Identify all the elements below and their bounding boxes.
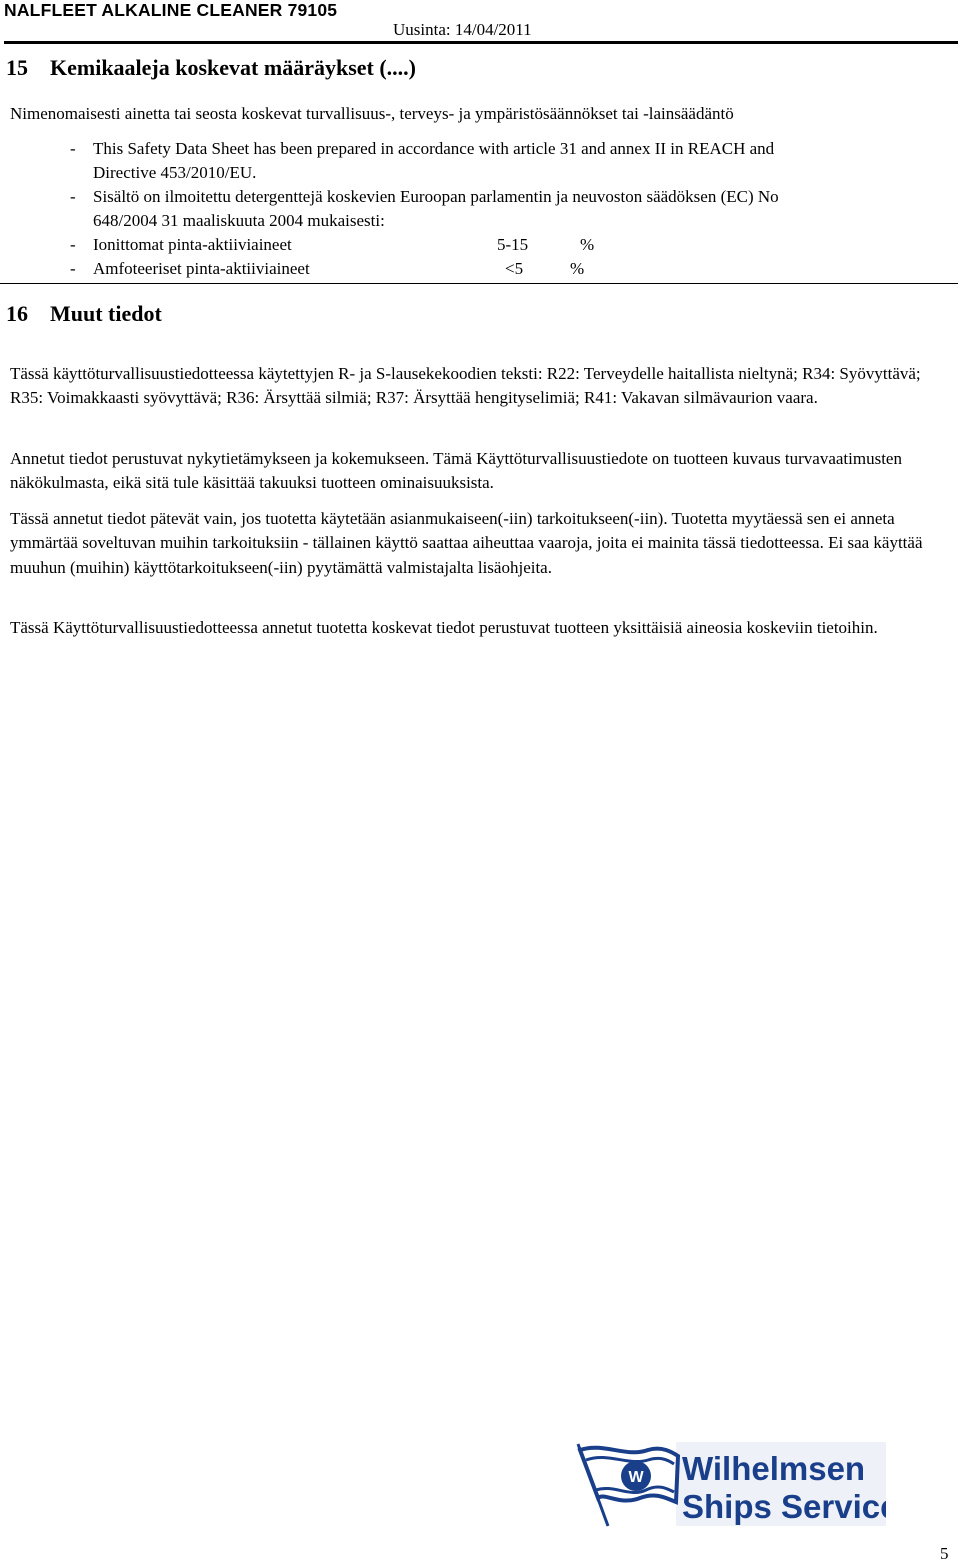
wilhelmsen-logo xyxy=(574,1440,886,1528)
bullet-dash: - xyxy=(70,139,76,158)
list-item xyxy=(0,185,960,235)
section-16-heading xyxy=(6,301,162,327)
bullet-text xyxy=(93,185,953,233)
component-unit: % xyxy=(570,259,585,278)
revision-date: Uusinta: 14/04/2011 xyxy=(393,20,532,39)
section-title: Muut tiedot xyxy=(50,301,162,326)
flag-letter: W xyxy=(628,1469,644,1486)
component-range: <5 xyxy=(505,259,524,278)
paragraph-r-phrases: Tässä käyttöturvallisuustiedotteessa käytettyjen R- ja S-lausekekoodien teksti: R22: Terveydelle haitallista nieltynä; R34: Syövyttävä; R35: Voimakkaasti syövyttävä; R36: Ärsyttää silmiä; R37: Ärsyttää hengityselimiä; R41: Vakavan silmävaurion vaara. xyxy=(10,364,921,408)
logo-line-2: Ships Service xyxy=(682,1488,886,1525)
regulation-intro: Nimenomaisesti ainetta tai seosta koskevat turvallisuus-, terveys- ja ympäristösäännökset tai -lainsäädäntö xyxy=(10,104,734,123)
logo-line-1: Wilhelmsen xyxy=(682,1450,866,1487)
component-row xyxy=(0,233,960,257)
section-number: 16 xyxy=(6,301,28,326)
bullet-text xyxy=(93,137,953,185)
component-name: Ionittomat pinta-aktiiviaineet xyxy=(93,235,292,254)
bullet-line: Sisältö on ilmoitettu detergenttejä koskevien Euroopan parlamentin ja neuvoston säädöksen (EC) No xyxy=(93,187,779,206)
bullet-line: 648/2004 31 maaliskuuta 2004 mukaisesti: xyxy=(93,211,385,230)
paragraph-usage: Tässä annetut tiedot pätevät vain, jos tuotetta käytetään asianmukaiseen(-iin) tarkoitukseen(-iin). Tuotetta myytäessä sen ei anneta ymmärtää soveltuvan muihin tarkoituksiin - tällainen käyttö saattaa aiheuttaa vaaroja, joita ei mainita tässä tiedotteessa. Ei saa käyttää muuhun (muihin) käyttötarkoitukseen(-iin) pyytämättä valmistajalta lisäohjeita. xyxy=(10,509,923,577)
bullet-dash: - xyxy=(70,187,76,206)
paragraph-knowledge: Annetut tiedot perustuvat nykytietämykseen ja kokemukseen. Tämä Käyttöturvallisuustiedote on tuotteen kuvaus turvavaatimusten näkökulmasta, eikä sitä tule käsittää takuuksi tuotteen ominaisuuksista. xyxy=(10,449,902,493)
section-number: 15 xyxy=(6,55,28,80)
product-name: NALFLEET ALKALINE CLEANER 79105 xyxy=(4,0,338,20)
bullet-line: Directive 453/2010/EU. xyxy=(93,163,257,182)
list-item xyxy=(0,137,960,187)
component-unit: % xyxy=(580,235,595,254)
bullet-dash: - xyxy=(70,259,76,278)
section-15-heading xyxy=(6,55,416,81)
page-number: 5 xyxy=(940,1544,949,1563)
bullet-line: This Safety Data Sheet has been prepared in accordance with article 31 and annex II in REACH and xyxy=(93,139,775,158)
bullet-dash: - xyxy=(70,235,76,254)
component-row xyxy=(0,257,960,281)
component-name: Amfoteeriset pinta-aktiiviaineet xyxy=(93,259,310,278)
section-title: Kemikaaleja koskevat määräykset (....) xyxy=(50,55,417,80)
component-range: 5-15 xyxy=(497,235,529,254)
section-divider xyxy=(0,283,958,284)
paragraph-components: Tässä Käyttöturvallisuustiedotteessa annetut tuotetta koskevat tiedot perustuvat tuotteen yksittäisiä aineosia koskeviin tietoihin. xyxy=(10,618,878,637)
header-divider xyxy=(4,41,958,44)
